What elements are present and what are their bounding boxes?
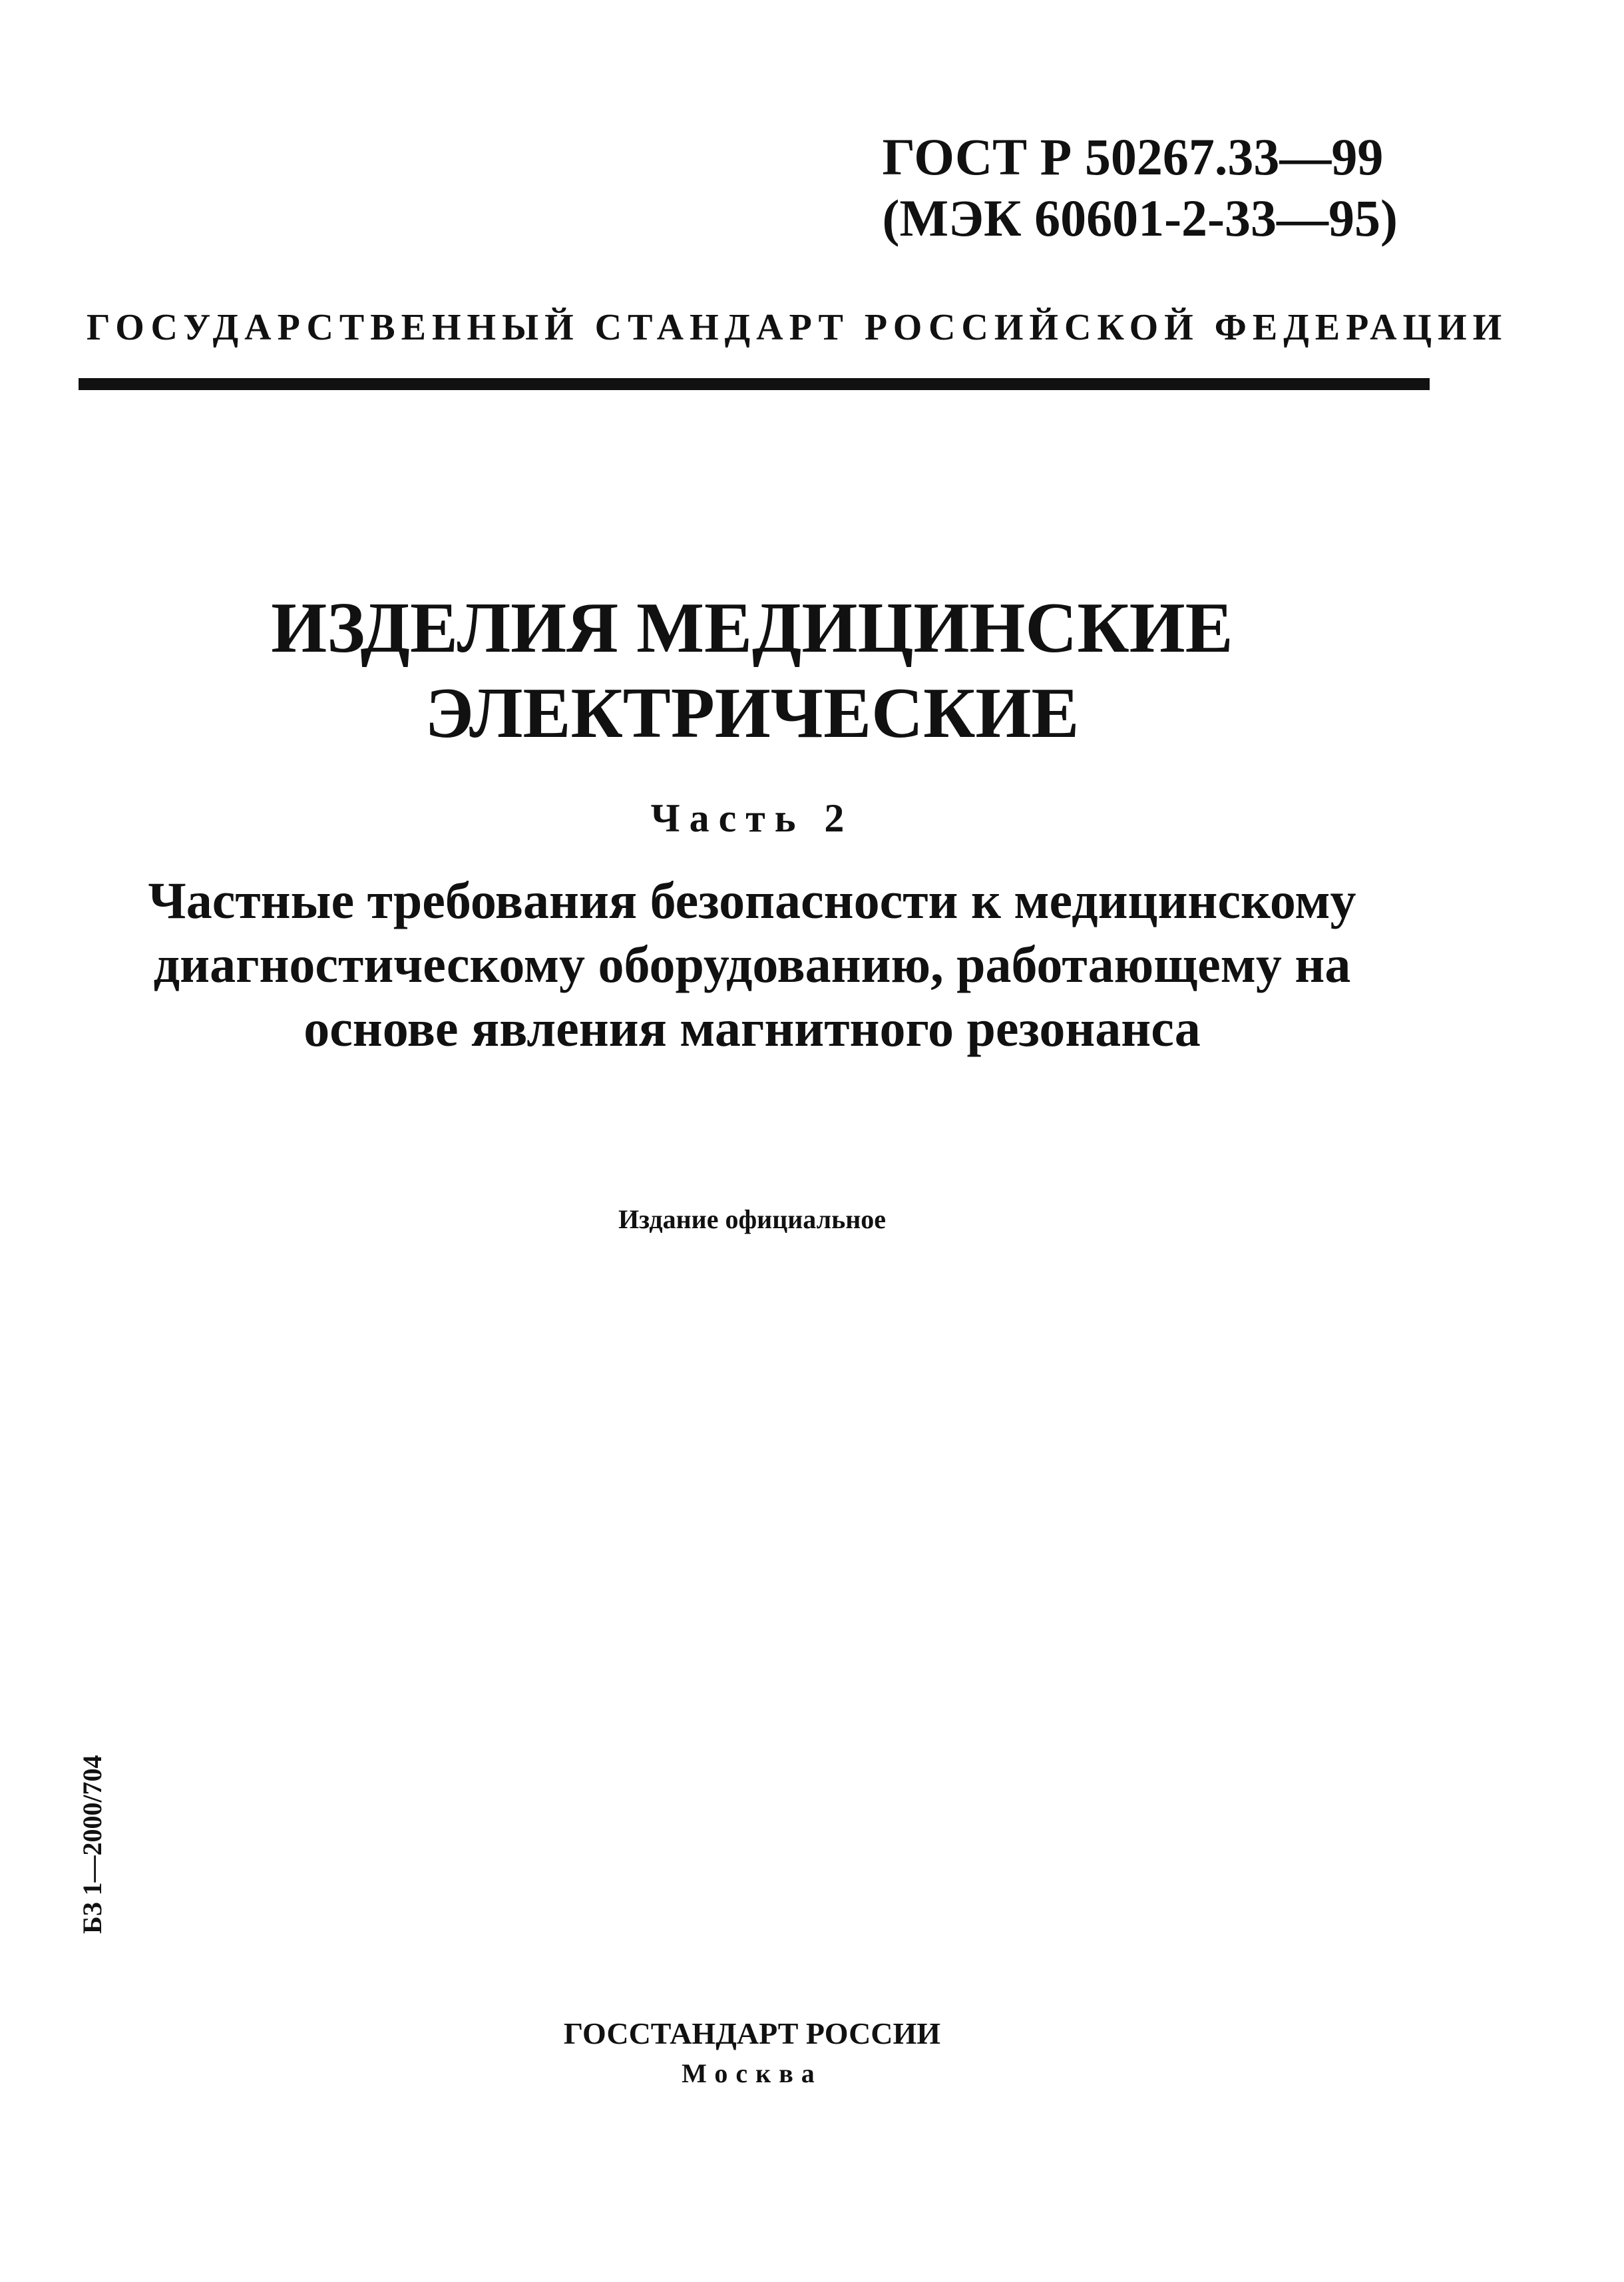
header-divider	[79, 378, 1430, 390]
publisher-name: ГОССТАНДАРТ РОССИИ	[563, 2016, 941, 2050]
title-line-1: ИЗДЕЛИЯ МЕДИЦИНСКИЕ	[271, 588, 1233, 668]
side-catalog-code: БЗ 1—2000/704	[77, 1755, 107, 1934]
title-line-2: ЭЛЕКТРИЧЕСКИЕ	[425, 674, 1080, 753]
state-standard-header: ГОСУДАРСТВЕННЫЙ СТАНДАРТ РОССИЙСКОЙ ФЕДЕРАЦИИ	[87, 307, 1508, 348]
document-subtitle	[0, 869, 1504, 1060]
document-title	[0, 586, 1504, 756]
subtitle-line-1: Частные требования безопасности к медицинскому	[148, 871, 1356, 929]
standard-number: ГОСТ Р 50267.33—99	[882, 128, 1384, 186]
document-code	[883, 126, 1398, 249]
part-label: Часть 2	[650, 796, 854, 840]
subtitle-line-2: диагностическому оборудованию, работающему на	[153, 935, 1351, 993]
publisher-block	[0, 2014, 1504, 2094]
publisher-city: Москва	[682, 2058, 823, 2088]
edition-label: Издание официальное	[618, 1204, 887, 1234]
subtitle-line-3: основе явления магнитного резонанса	[304, 999, 1201, 1057]
iec-number: (МЭК 60601-2-33—95)	[882, 189, 1398, 247]
